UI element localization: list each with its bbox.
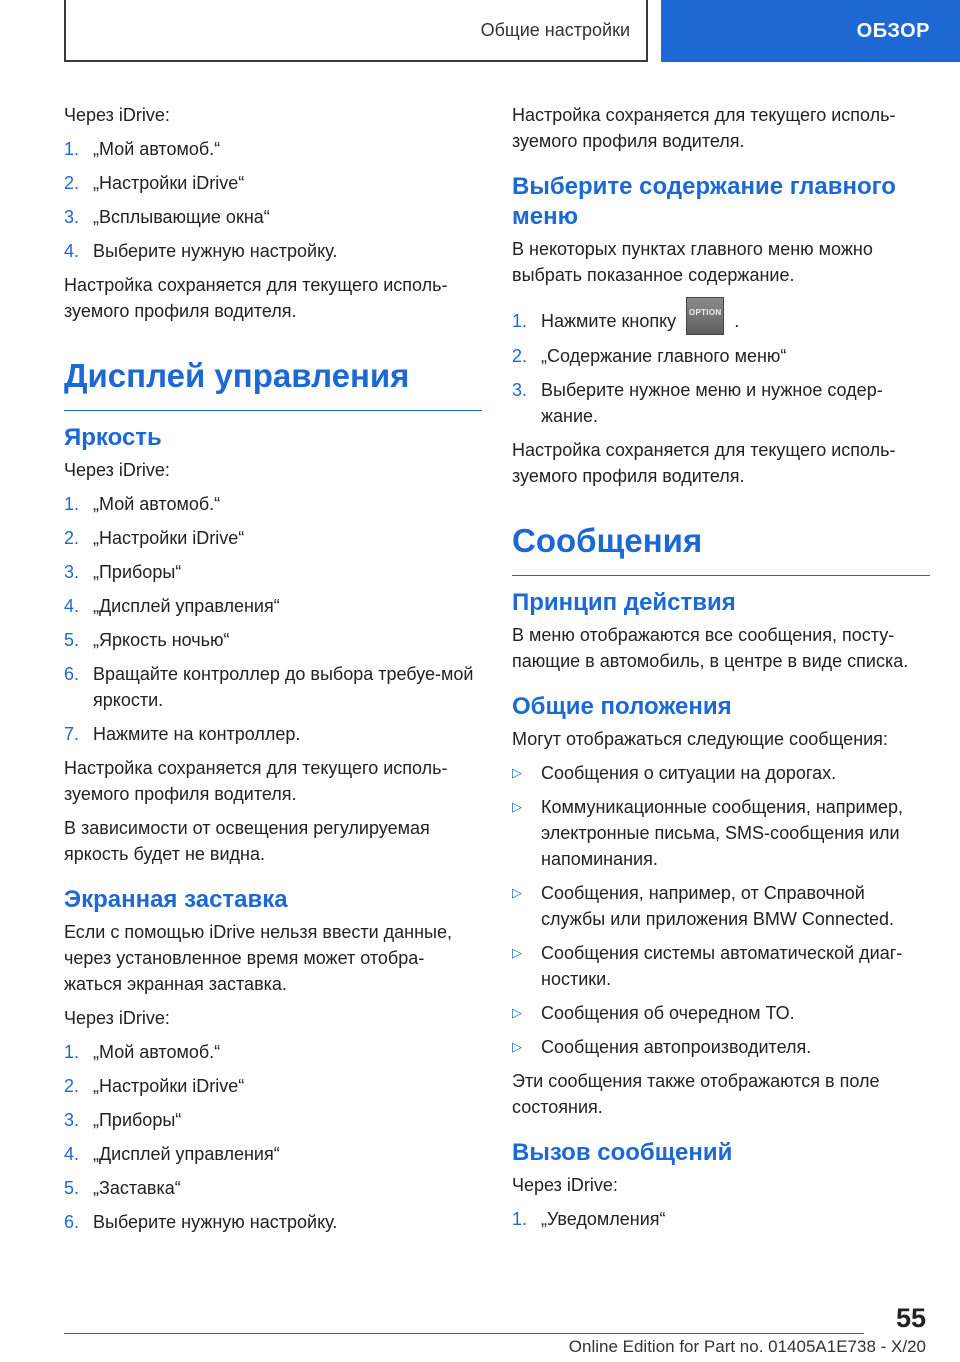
paragraph: Через iDrive: [64,105,170,125]
paragraph: Если с помощью iDrive нельзя ввести данные, через установленное время может отобра-жаться экранная заставка. [64,922,453,994]
list-number: 1. [64,139,80,159]
right-column [512,102,930,1240]
subsection-heading: Выберите содержание главного меню [512,173,896,230]
triangle-bullet-icon: ▷ [512,799,522,815]
list-number: 2. [64,1076,80,1096]
list-number: 6. [64,664,80,684]
section-heading: Дисплей управления [64,356,482,411]
section-heading: Сообщения [512,521,930,576]
list-item-text: „Настройки iDrive“ [93,528,245,548]
list-item [64,661,482,713]
list-item [512,343,930,369]
list-item [512,794,930,872]
list-item [64,559,482,585]
list-number: 1. [64,1042,80,1062]
list-item-text: Выберите нужную настройку. [93,241,338,261]
paragraph: В меню отображаются все сообщения, посту-пающие в автомобиль, в центре в виде списка. [512,625,909,672]
list-item-text: Вращайте контроллер до выбора требуе-мой яркости. [93,664,474,710]
list-item [64,1073,482,1099]
triangle-bullet-icon: ▷ [512,765,522,781]
paragraph: Эти сообщения также отображаются в поле состояния. [512,1071,880,1118]
subsection-heading: Экранная заставка [64,886,288,913]
list-item [512,1000,930,1026]
list-item-text: „Мой автомоб.“ [93,1042,221,1062]
list-item [64,1175,482,1201]
paragraph: Настройка сохраняется для текущего исполь-зуемого профиля водителя. [512,105,896,151]
triangle-bullet-icon: ▷ [512,885,522,901]
paragraph: В зависимости от освещения регулируемая яркость будет не видна. [64,818,430,864]
list-number: 4. [64,1144,80,1164]
list-item [64,170,482,196]
list-item [64,1039,482,1065]
list-item-text: „Настройки iDrive“ [93,1076,245,1096]
list-item [64,238,482,264]
paragraph: Настройка сохраняется для текущего исполь-зуемого профиля водителя. [512,440,896,487]
list-item [64,1141,482,1167]
page-number: 55 [895,1303,926,1333]
triangle-bullet-icon: ▷ [512,1005,522,1021]
list-number: 2. [64,528,80,548]
paragraph: Через iDrive: [64,1008,170,1028]
subsection-heading: Принцип действия [512,589,736,617]
list-number: 2. [512,346,528,367]
list-item [512,1034,930,1060]
list-item-text: Нажмите кнопку [541,311,677,331]
list-item-text: . [734,311,740,331]
list-item-text: „Яркость ночью“ [93,630,230,650]
header-section-title: Общие настройки [480,19,630,40]
list-number: 3. [64,207,80,227]
list-item-text: „Дисплей управления“ [93,1144,280,1164]
list-item [64,593,482,619]
paragraph: В некоторых пунктах главного меню можно выбрать показанное содержание. [512,239,873,285]
list-item [512,880,930,932]
footer-divider [64,1333,864,1334]
list-number: 5. [64,630,80,650]
numbered-list [512,308,930,429]
list-item-text: Выберите нужную настройку. [93,1212,338,1232]
list-item-text: „Дисплей управления“ [93,596,280,616]
list-item-text: „Заставка“ [93,1178,181,1198]
list-number: 7. [64,724,80,744]
list-number: 2. [64,173,80,193]
list-item-text: „Содержание главного меню“ [541,346,787,367]
numbered-list [64,491,482,747]
triangle-bullet-icon: ▷ [512,1039,522,1055]
list-item-text: „Мой автомоб.“ [93,139,221,159]
list-number: 4. [64,241,80,261]
list-number: 1. [64,494,80,514]
list-item [512,760,930,786]
list-item [512,308,930,335]
list-item [64,136,482,162]
list-number: 3. [512,380,528,401]
list-number: 4. [64,596,80,616]
list-item-text: Сообщения автопроизводителя. [541,1037,812,1058]
header-chapter-title: ОБЗОР [856,19,930,42]
paragraph: Через iDrive: [64,460,170,480]
left-column [64,102,482,1243]
list-item [64,1209,482,1235]
triangle-bullet-icon: ▷ [512,945,522,961]
list-number: 1. [512,1209,528,1230]
list-item [64,525,482,551]
list-item [64,1107,482,1133]
list-number: 3. [64,562,80,582]
list-number: 5. [64,1178,80,1198]
list-item-text: Сообщения системы автоматической диаг-ностики. [541,943,903,990]
list-item [512,940,930,992]
subsection-heading: Вызов сообщений [512,1139,733,1167]
list-number: 1. [512,311,528,331]
paragraph: Настройка сохраняется для текущего исполь-зуемого профиля водителя. [64,275,448,321]
paragraph: Могут отображаться следующие сообщения: [512,729,888,750]
numbered-list [64,1039,482,1235]
list-item-text: „Настройки iDrive“ [93,173,245,193]
header-section-tab [64,0,648,62]
list-number: 6. [64,1212,80,1232]
subsection-heading: Общие положения [512,693,732,721]
list-item-text: „Приборы“ [93,1110,182,1130]
list-item-text: Нажмите на контроллер. [93,724,301,744]
list-item [64,627,482,653]
list-item [64,204,482,230]
list-item [64,721,482,747]
footer-edition[interactable]: Online Edition for Part no. 01405A1E738 - X/20 [568,1337,926,1356]
list-item-text: Сообщения, например, от Справочной службы или приложения BMW Connected. [541,883,894,930]
list-item [512,377,930,429]
list-item [512,1206,930,1232]
paragraph: Через iDrive: [512,1175,618,1196]
paragraph: Настройка сохраняется для текущего исполь-зуемого профиля водителя. [64,758,448,804]
list-item [64,491,482,517]
subsection-heading: Яркость [64,424,162,451]
numbered-list [64,136,482,264]
header-chapter-tab[interactable] [661,0,960,62]
list-item-text: Сообщения об очередном ТО. [541,1003,795,1024]
list-item-text: Сообщения о ситуации на дорогах. [541,763,837,784]
list-number: 3. [64,1110,80,1130]
option-button-icon: OPTION [686,297,724,335]
list-item-text: Выберите нужное меню и нужное содер-жание. [541,380,883,427]
list-item-text: „Всплывающие окна“ [93,207,270,227]
bullet-list [512,760,930,1060]
list-item-text: „Уведомления“ [541,1209,666,1230]
list-item-text: „Мой автомоб.“ [93,494,221,514]
numbered-list [512,1206,930,1232]
list-item-text: „Приборы“ [93,562,182,582]
list-item-text: Коммуникационные сообщения, например, электронные письма, SMS-сообщения или напоминания. [541,797,903,870]
